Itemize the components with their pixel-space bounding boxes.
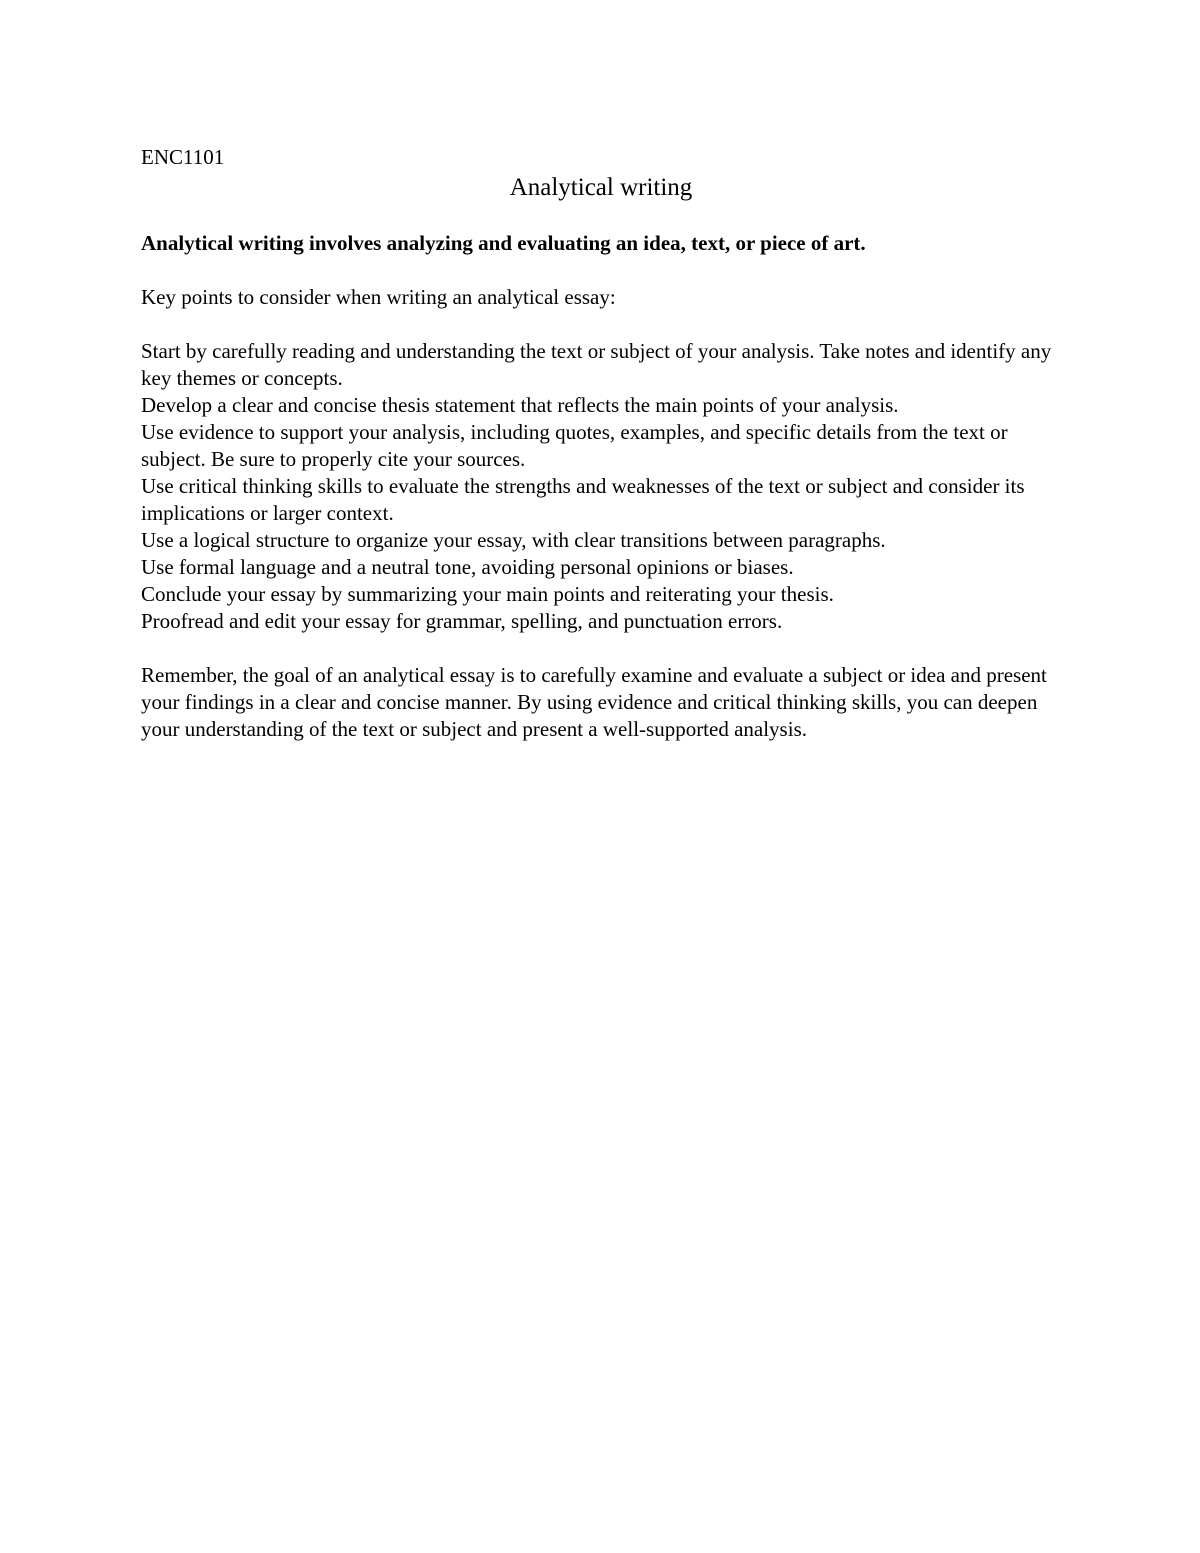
key-point-item: Develop a clear and concise thesis statement that reflects the main points of your analysis. xyxy=(141,393,899,417)
document-title: Analytical writing xyxy=(509,174,693,201)
key-points-intro: Key points to consider when writing an analytical essay: xyxy=(141,285,616,309)
document-body xyxy=(141,144,1061,743)
key-point-item: Use formal language and a neutral tone, avoiding personal opinions or biases. xyxy=(141,555,794,579)
course-code: ENC1101 xyxy=(141,145,225,169)
key-point-item: Use a logical structure to organize your essay, with clear transitions between paragraphs. xyxy=(141,528,886,552)
key-point-item: Use evidence to support your analysis, including quotes, examples, and specific details from the text or subject. Be sure to properly cite your sources. xyxy=(141,420,1008,471)
key-point-item: Start by carefully reading and understanding the text or subject of your analysis. Take notes and identify any key themes or concepts. xyxy=(141,339,1052,390)
closing-paragraph: Remember, the goal of an analytical essay is to carefully examine and evaluate a subject or idea and present your findings in a clear and concise manner. By using evidence and critical thinking skills, you can deepen your understanding of the text or subject and present a well-supported analysis. xyxy=(141,663,1047,741)
key-point-item: Use critical thinking skills to evaluate the strengths and weaknesses of the text or subject and consider its implications or larger context. xyxy=(141,474,1025,525)
lead-sentence: Analytical writing involves analyzing and evaluating an idea, text, or piece of art. xyxy=(141,231,866,255)
key-points-list xyxy=(141,338,1061,635)
key-point-item: Conclude your essay by summarizing your main points and reiterating your thesis. xyxy=(141,582,834,606)
key-point-item: Proofread and edit your essay for grammar, spelling, and punctuation errors. xyxy=(141,609,783,633)
